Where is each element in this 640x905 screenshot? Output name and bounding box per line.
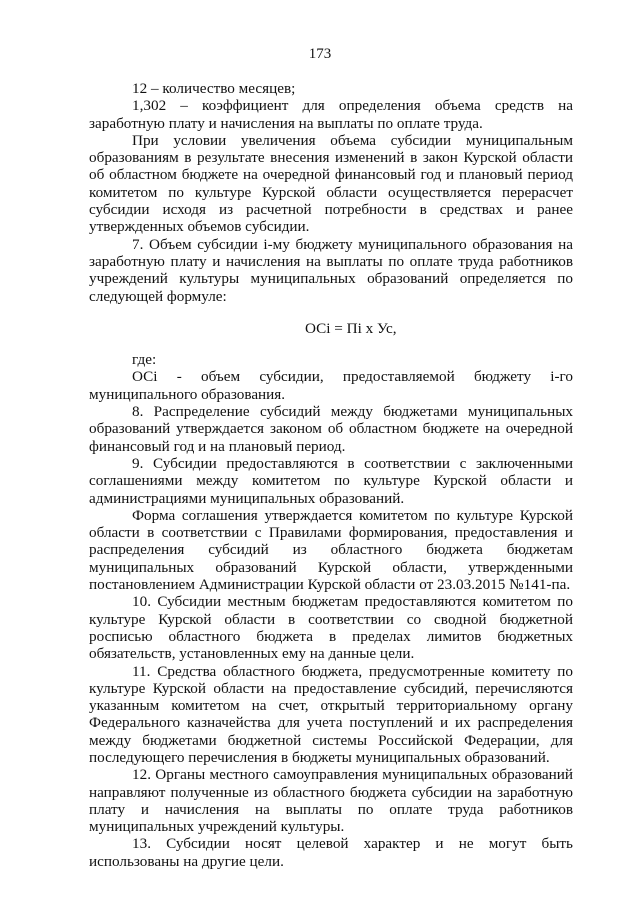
paragraph-increase: При условии увеличения объема субсидии муниципальным образованиям в результате внесения изменений в закон Курской области об областном бюджете на очередной финансовый год и плановый период комитетом по культуре Курской области осуществляется перерасчет субсидии исходя из расчетной потребности в средствах и ранее утвержденных объемов субсидии.	[89, 131, 573, 236]
paragraph-12: 12. Органы местного самоуправления муниципальных образований направляют полученные из областного бюджета субсидии на заработную плату и начисления на выплаты по оплате труда работников муниципальных учреждений культуры.	[89, 766, 573, 836]
formula: ОСi = Пi х Ус,	[305, 319, 397, 337]
document-body	[89, 80, 573, 870]
page-number: 173	[308, 46, 332, 62]
paragraph-agreement-form: Форма соглашения утверждается комитетом по культуре Курской области в соответствии с Правилами формирования, предоставления и распределения субсидий из областного бюджета бюджетам муниципальных образований Курской области, утвержденными постановлением Администрации Курской области от 23.03.2015 №141-па.	[89, 506, 573, 594]
paragraph-13: 13. Субсидии носят целевой характер и не могут быть использованы на другие цели.	[89, 835, 573, 870]
paragraph-10: 10. Субсидии местным бюджетам предоставляются комитетом по культуре Курской области в соответствии со сводной бюджетной росписью областного бюджета в пределах лимитов бюджетных обязательств, установленных ему на данные цели.	[89, 593, 573, 663]
paragraph-11: 11. Средства областного бюджета, предусмотренные комитету по культуре Курской области на предоставление субсидий, перечисляются указанным комитетом на счет, открытый территориальному органу Федерального казначейства для учета поступлений и их распределения между бюджетами бюджетной системы Российской Федерации, для последующего перечисления в бюджеты муниципальных образований.	[89, 662, 573, 766]
paragraph-months: 12 – количество месяцев;	[132, 80, 296, 97]
paragraph-coefficient: 1,302 – коэффициент для определения объема средств на заработную плату и начисления на выплаты по оплате труда.	[89, 97, 573, 132]
where-label: где:	[132, 351, 157, 369]
paragraph-8: 8. Распределение субсидий между бюджетами муниципальных образований утверждается законом об областном бюджете на очередной финансовый год и на плановый период.	[89, 403, 573, 455]
paragraph-9: 9. Субсидии предоставляются в соответствии с заключенными соглашениями между комитетом по культуре Курской области и администрациями муниципальных образований.	[89, 454, 573, 507]
paragraph-7: 7. Объем субсидии i-му бюджету муниципального образования на заработную плату и начисления на выплаты по оплате труда работников учреждений культуры муниципальных образований определяется по следующей формуле:	[89, 235, 573, 305]
formula-definition: ОСi - объем субсидии, предоставляемой бюджету i-го муниципального образования.	[89, 368, 573, 403]
